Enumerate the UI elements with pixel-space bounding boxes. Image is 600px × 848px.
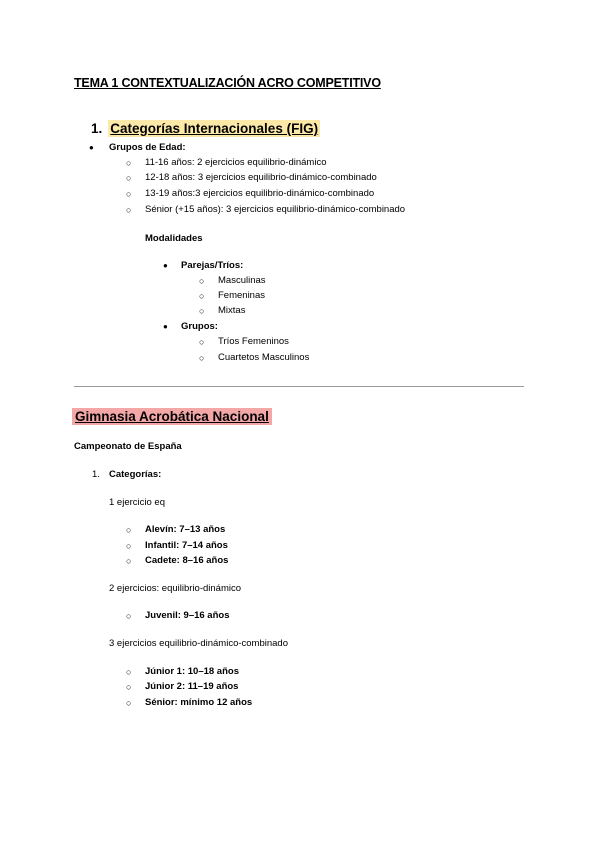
list-item: 12-18 años: 3 ejercicios equilibrio-dinámico-combinado bbox=[145, 172, 377, 183]
block-label: 2 ejercicios: equilibrio-dinámico bbox=[109, 583, 242, 594]
bullet-solid: ● bbox=[163, 261, 168, 270]
section-number: 1. bbox=[91, 121, 103, 136]
bullet-ring: ○ bbox=[126, 525, 132, 535]
bullet-ring: ○ bbox=[126, 158, 132, 168]
list-item: Cuartetos Masculinos bbox=[218, 352, 310, 363]
bullet-ring: ○ bbox=[126, 205, 132, 215]
section-heading-fig bbox=[91, 121, 320, 136]
bullet-solid: ● bbox=[163, 322, 168, 331]
list-item: Femeninas bbox=[218, 290, 265, 301]
list-item: Tríos Femeninos bbox=[218, 336, 289, 347]
group-label: Grupos de Edad: bbox=[109, 142, 186, 153]
list-item: Masculinas bbox=[218, 275, 266, 286]
bullet-ring: ○ bbox=[126, 173, 132, 183]
block-label: 1 ejercicio eq bbox=[109, 497, 165, 508]
list-number: 1. bbox=[92, 469, 100, 480]
categorias-label: Categorías: bbox=[109, 469, 162, 480]
list-item: Alevín: 7–13 años bbox=[145, 524, 226, 535]
bullet-ring: ○ bbox=[199, 276, 205, 286]
list-item: Infantil: 7–14 años bbox=[145, 540, 228, 551]
bullet-ring: ○ bbox=[199, 337, 205, 347]
list-item: Júnior 2: 11–19 años bbox=[145, 681, 239, 692]
bullet-ring: ○ bbox=[126, 556, 132, 566]
modalidades-label: Modalidades bbox=[145, 233, 203, 244]
bullet-ring: ○ bbox=[199, 353, 205, 363]
section-heading-text: Categorías Internacionales (FIG) bbox=[110, 121, 319, 136]
list-item: Sénior: mínimo 12 años bbox=[145, 697, 253, 708]
block-label: 3 ejercicios equilibrio-dinámico-combinado bbox=[109, 638, 289, 649]
parejas-label: Parejas/Tríos: bbox=[181, 260, 244, 271]
bullet-solid: ● bbox=[89, 143, 94, 152]
list-item: Sénior (+15 años): 3 ejercicios equilibrio-dinámico-combinado bbox=[145, 204, 406, 215]
list-item: Mixtas bbox=[218, 305, 246, 316]
list-item: Júnior 1: 10–18 años bbox=[145, 666, 239, 677]
list-item: 13-19 años:3 ejercicios equilibrio-dinámico-combinado bbox=[145, 188, 375, 199]
bullet-ring: ○ bbox=[126, 611, 132, 621]
bullet-ring: ○ bbox=[126, 189, 132, 199]
list-item: Juvenil: 9–16 años bbox=[145, 610, 230, 621]
grupos-label: Grupos: bbox=[181, 321, 218, 332]
page-title: TEMA 1 CONTEXTUALIZACIÓN ACRO COMPETITIVO bbox=[74, 76, 381, 90]
bullet-ring: ○ bbox=[199, 306, 205, 316]
bullet-ring: ○ bbox=[126, 667, 132, 677]
bullet-ring: ○ bbox=[126, 541, 132, 551]
bullet-ring: ○ bbox=[126, 698, 132, 708]
subheading: Campeonato de España bbox=[74, 441, 182, 452]
horizontal-divider bbox=[74, 386, 524, 387]
bullet-ring: ○ bbox=[126, 682, 132, 692]
bullet-ring: ○ bbox=[199, 291, 205, 301]
section-heading-nacional bbox=[72, 408, 272, 426]
list-item: 11-16 años: 2 ejercicios equilibrio-dinámico bbox=[145, 157, 327, 168]
list-item: Cadete: 8–16 años bbox=[145, 555, 229, 566]
section-heading-text: Gimnasia Acrobática Nacional bbox=[72, 408, 272, 425]
